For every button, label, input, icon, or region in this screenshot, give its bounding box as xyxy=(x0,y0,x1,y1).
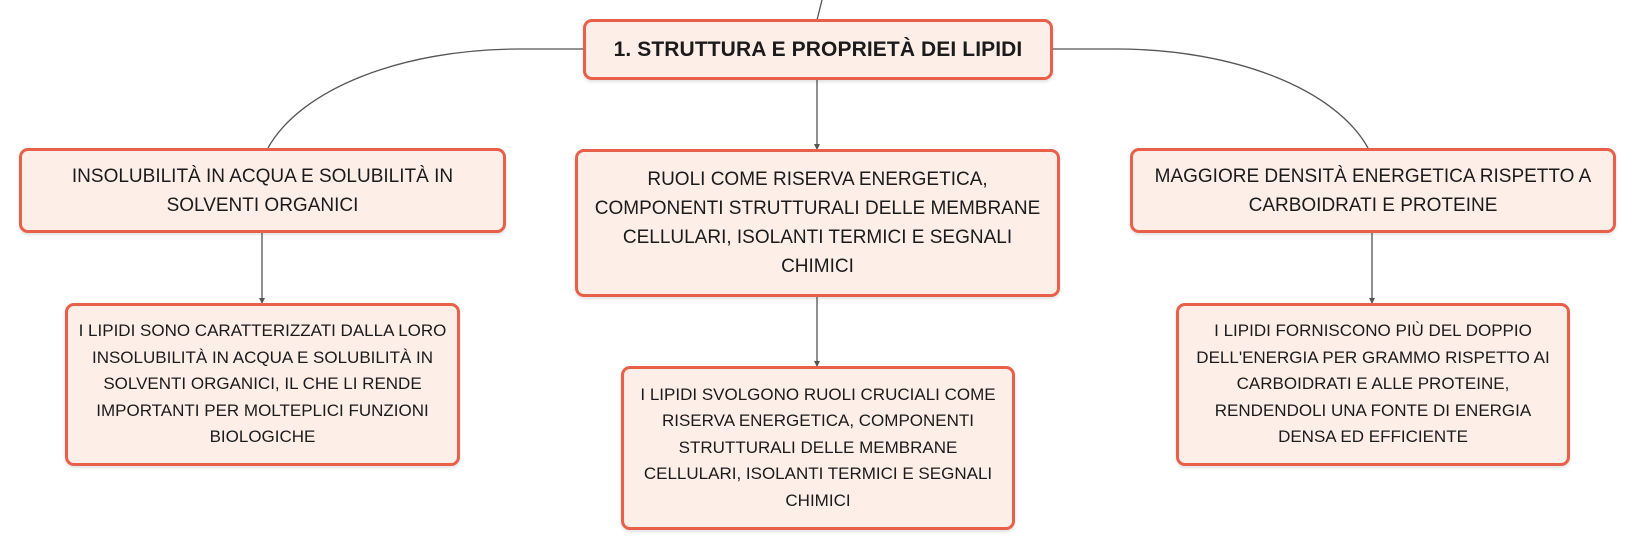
detail-node-insolubility[interactable] xyxy=(65,303,460,466)
detail-text-roles: I LIPIDI SVOLGONO RUOLI CRUCIALI COME RISERVA ENERGETICA, COMPONENTI STRUTTURALI DELLE MEMBRANE CELLULARI, ISOLANTI TERMICI E SEGNALI CHIMICI xyxy=(640,384,996,510)
branch-node-insolubility[interactable] xyxy=(19,148,506,233)
branch-label-insolubility: INSOLUBILITÀ IN ACQUA E SOLUBILITÀ IN SOLVENTI ORGANICI xyxy=(71,165,454,216)
branch-node-energy-density[interactable] xyxy=(1130,148,1616,233)
detail-text-energy-density: I LIPIDI FORNISCONO PIÙ DEL DOPPIO DELL'ENERGIA PER GRAMMO RISPETTO AI CARBOIDRATI E ALLE PROTEINE, RENDENDOLI UNA FONTE DI ENERGIA DENSA ED EFFICIENTE xyxy=(1196,321,1550,447)
root-topic-node[interactable] xyxy=(583,19,1053,80)
root-topic-label: 1. STRUTTURA E PROPRIETÀ DEI LIPIDI xyxy=(613,37,1023,61)
detail-text-insolubility: I LIPIDI SONO CARATTERIZZATI DALLA LORO INSOLUBILITÀ IN ACQUA E SOLUBILITÀ IN SOLVENTI ORGANICI, IL CHE LI RENDE IMPORTANTI PER MOLTEPLICI FUNZIONI BIOLOGICHE xyxy=(78,321,447,447)
branch-label-energy-density: MAGGIORE DENSITÀ ENERGETICA RISPETTO A CARBOIDRATI E PROTEINE xyxy=(1154,165,1592,216)
connector-from-parent xyxy=(817,0,822,20)
branch-node-roles[interactable] xyxy=(575,149,1060,297)
connector-root-to-branch-3 xyxy=(1053,49,1368,148)
branch-label-roles: RUOLI COME RISERVA ENERGETICA, COMPONENTI STRUTTURALI DELLE MEMBRANE CELLULARI, ISOLANTI TERMICI E SEGNALI CHIMICI xyxy=(594,169,1041,277)
detail-node-energy-density[interactable] xyxy=(1176,303,1570,466)
connector-root-to-branch-1 xyxy=(268,49,583,148)
detail-node-roles[interactable] xyxy=(621,366,1015,530)
